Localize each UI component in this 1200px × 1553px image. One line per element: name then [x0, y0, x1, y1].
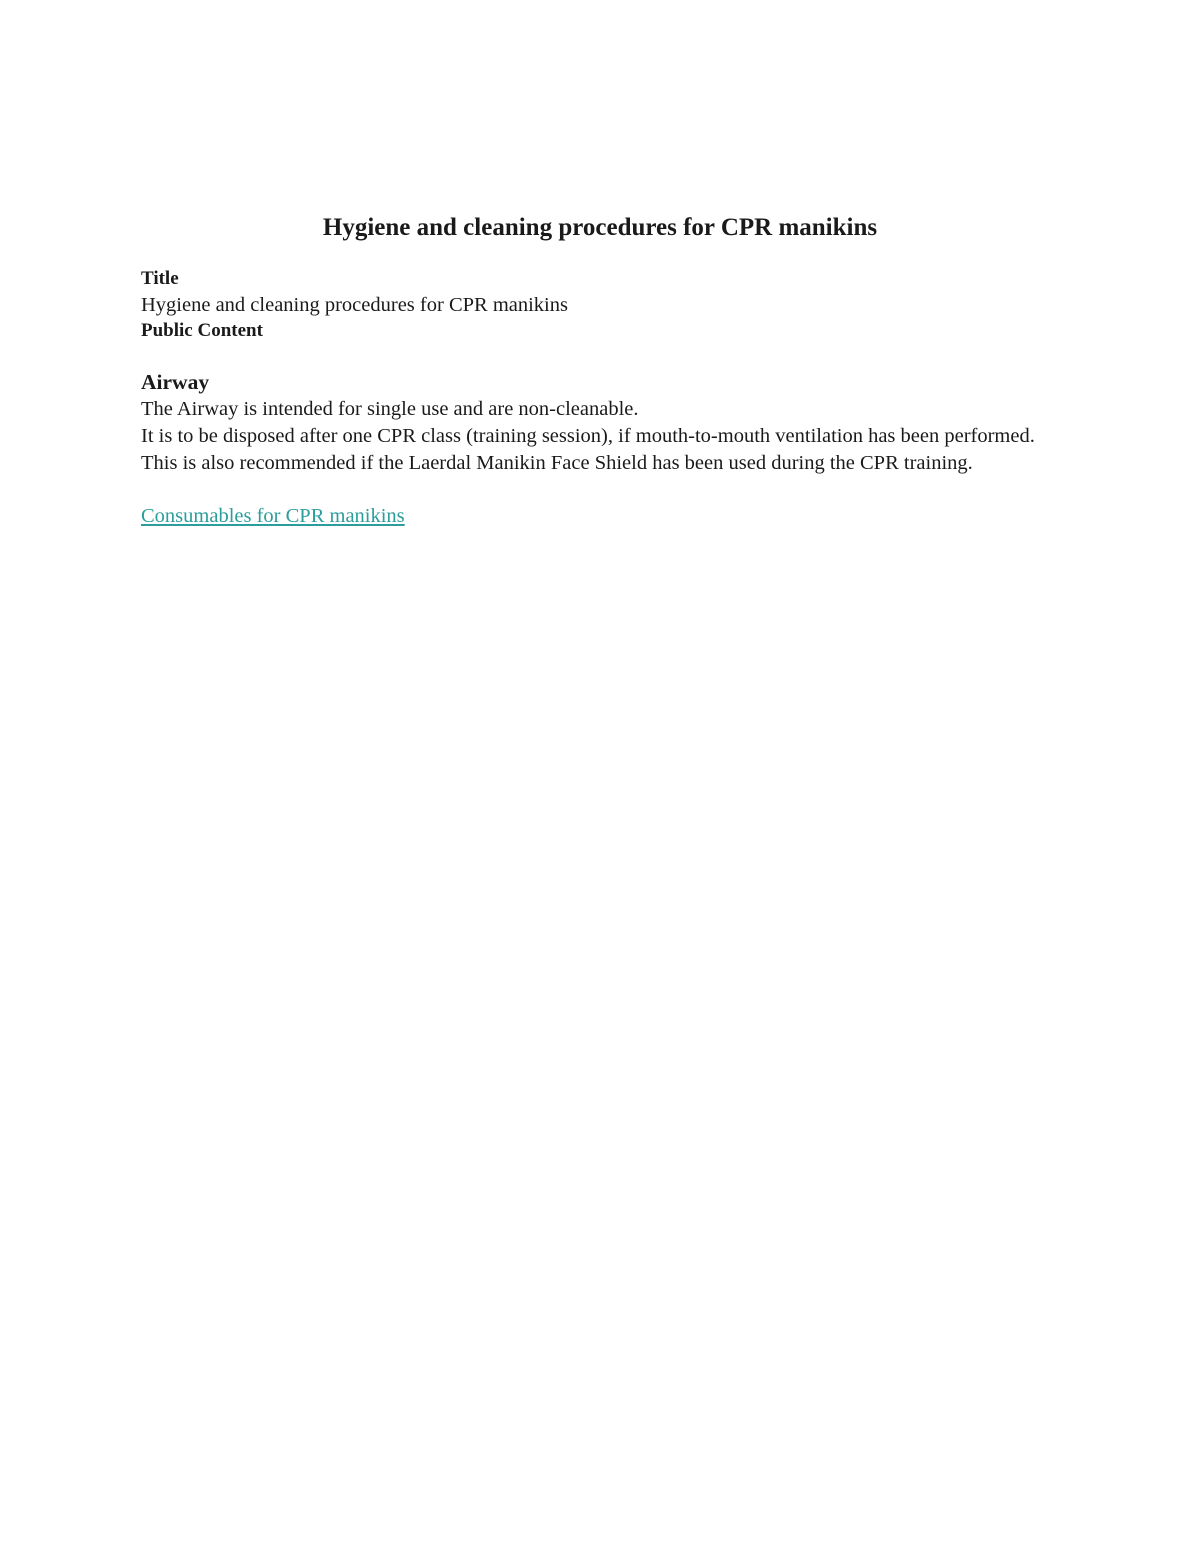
- title-label: Title: [141, 268, 179, 289]
- section-heading-airway: Airway: [141, 370, 210, 394]
- document-content: [141, 266, 1071, 530]
- airway-paragraph: It is to be disposed after one CPR class (training session), if mouth-to-mouth ventilation has been performed.: [141, 425, 1035, 447]
- airway-paragraph: This is also recommended if the Laerdal Manikin Face Shield has been used during the CPR training.: [141, 452, 973, 474]
- consumables-link[interactable]: Consumables for CPR manikins: [141, 505, 405, 527]
- title-value: Hygiene and cleaning procedures for CPR manikins: [141, 294, 568, 316]
- document-heading: Hygiene and cleaning procedures for CPR manikins: [322, 214, 878, 241]
- public-content-label: Public Content: [141, 320, 263, 341]
- airway-paragraph: The Airway is intended for single use and are non-cleanable.: [141, 398, 639, 420]
